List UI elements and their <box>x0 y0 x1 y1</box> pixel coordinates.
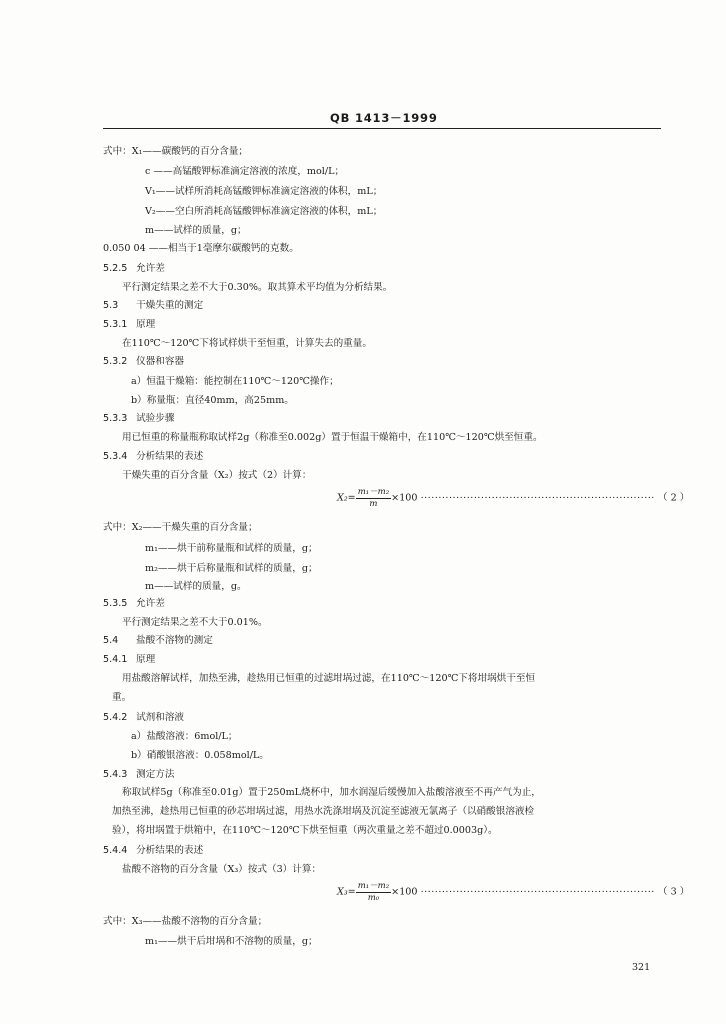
text-line: a）恒温干燥箱：能控制在110℃～120℃操作； <box>131 376 339 387</box>
formula-3-fraction <box>356 882 391 902</box>
section-number: 5.3.5 <box>103 598 128 609</box>
formula-3-denominator: m₀ <box>367 892 380 903</box>
text-line: b）称量瓶：直径40mm，高25mm。 <box>131 395 294 406</box>
formula-2-numerator: m₁－m₂ <box>357 487 390 497</box>
page-number: 321 <box>632 962 651 973</box>
text-line: 0.050 04 ——相当于1毫摩尔碳酸钙的克数。 <box>103 243 299 254</box>
section-number: 5.3.4 <box>103 451 128 462</box>
section-heading <box>103 770 174 780</box>
section-title: 原理 <box>136 319 156 330</box>
text-line: 在110℃～120℃下将试样烘干至恒重，计算失去的重量。 <box>122 338 372 349</box>
section-number: 5.4.3 <box>103 769 128 780</box>
section-number: 5.3.1 <box>103 319 128 330</box>
text-line: m₁——烘干前称量瓶和试样的质量，g； <box>145 543 318 554</box>
text-line: b）硝酸银溶液：0.058mol/L。 <box>131 750 269 761</box>
text-line: 重。 <box>112 692 132 703</box>
section-title: 试剂和溶液 <box>136 712 185 723</box>
section-heading <box>103 713 184 723</box>
text-line: 平行测定结果之差不大于0.01%。 <box>122 617 268 628</box>
section-number: 5.2.5 <box>103 263 128 274</box>
section-heading <box>103 655 155 665</box>
formula-2-number: （ 2 ） <box>657 492 690 504</box>
section-heading <box>103 357 184 367</box>
section-number: 5.3.3 <box>103 413 128 424</box>
formula-2-rhs: ×100 <box>391 492 418 504</box>
section-title: 试验步骤 <box>136 413 175 424</box>
text-line: 式中：X₁——碳酸钙的百分含量； <box>103 146 248 157</box>
section-title: 分析结果的表述 <box>136 451 204 462</box>
section-heading <box>103 320 155 330</box>
standard-code-header: QB 1413－1999 <box>330 111 438 125</box>
section-heading <box>103 452 203 462</box>
text-line: a）盐酸溶液：6mol/L； <box>131 731 238 742</box>
section-title: 允许差 <box>136 263 165 274</box>
formula-3-leader: ·································································· <box>420 886 655 898</box>
section-title: 分析结果的表述 <box>136 845 204 856</box>
formula-2 <box>337 488 689 508</box>
section-title: 测定方法 <box>136 769 175 780</box>
formula-3-number: （ 3 ） <box>657 886 690 898</box>
text-line: 干燥失重的百分含量（X₂）按式（2）计算： <box>122 470 312 481</box>
text-line: 加热至沸，趁热用已恒重的砂芯坩埚过滤，用热水洗涤坩埚及沉淀至滤液无氯离子（以硝酸银溶液检 <box>112 806 535 817</box>
text-line: m——试样的质量，g； <box>145 225 247 236</box>
formula-2-leader: ·································································· <box>420 492 655 504</box>
text-line: 式中：X₂——干燥失重的百分含量； <box>103 522 258 533</box>
section-number: 5.4.4 <box>103 845 128 856</box>
text-line: 盐酸不溶物的百分含量（X₃）按式（3）计算： <box>122 864 322 875</box>
formula-3-rhs: ×100 <box>391 886 418 898</box>
formula-2-lhs: X₂= <box>337 492 356 504</box>
section-number: 5.4 <box>103 635 119 646</box>
section-number: 5.4.2 <box>103 712 128 723</box>
section-title: 干燥失重的测定 <box>136 300 204 311</box>
text-line: 式中：X₃——盐酸不溶物的百分含量； <box>103 916 268 927</box>
section-heading <box>103 846 203 856</box>
section-title: 仪器和容器 <box>136 356 185 367</box>
text-line: 称取试样5g（称准至0.01g）置于250mL烧杯中，加水润湿后缓慢加入盐酸溶液至不再产气为止， <box>122 787 541 798</box>
section-heading <box>103 414 174 424</box>
section-heading <box>103 636 213 646</box>
text-line: m——试样的质量，g。 <box>145 581 247 592</box>
text-line: V₁——试样所消耗高锰酸钾标准滴定溶液的体积，mL； <box>145 186 383 197</box>
text-line: m₂——烘干后称量瓶和试样的质量，g； <box>145 563 318 574</box>
section-title: 原理 <box>136 654 156 665</box>
formula-3-lhs: X₃= <box>337 886 356 898</box>
text-line: 验），将坩埚置于烘箱中，在110℃～120℃下烘至恒重（两次重量之差不超过0.0003g）。 <box>112 825 498 836</box>
formula-3 <box>337 882 689 902</box>
section-number: 5.3 <box>103 300 119 311</box>
section-title: 盐酸不溶物的测定 <box>136 635 213 646</box>
header-rule <box>103 128 661 129</box>
text-line: V₂——空白所消耗高锰酸钾标准滴定溶液的体积，mL； <box>145 206 383 217</box>
text-line: m₁——烘干后坩埚和不溶物的质量，g； <box>145 936 318 947</box>
formula-2-fraction <box>356 488 391 508</box>
text-line: 平行测定结果之差不大于0.30%。取其算术平均值为分析结果。 <box>122 282 393 293</box>
text-line: c ——高锰酸钾标准滴定溶液的浓度，mol/L； <box>145 166 345 177</box>
formula-2-denominator: m <box>369 498 378 509</box>
section-title: 允许差 <box>136 598 165 609</box>
section-heading <box>103 599 165 609</box>
text-line: 用已恒重的称量瓶称取试样2g（称准至0.002g）置于恒温干燥箱中，在110℃～120℃烘至恒重。 <box>122 432 543 443</box>
text-line: 用盐酸溶解试样，加热至沸，趁热用已恒重的过滤坩埚过滤，在110℃～120℃下将坩埚烘干至恒 <box>122 673 536 684</box>
formula-3-numerator: m₁－m₂ <box>357 881 390 891</box>
section-number: 5.3.2 <box>103 356 128 367</box>
section-heading <box>103 264 165 274</box>
section-number: 5.4.1 <box>103 654 128 665</box>
section-heading <box>103 301 203 311</box>
